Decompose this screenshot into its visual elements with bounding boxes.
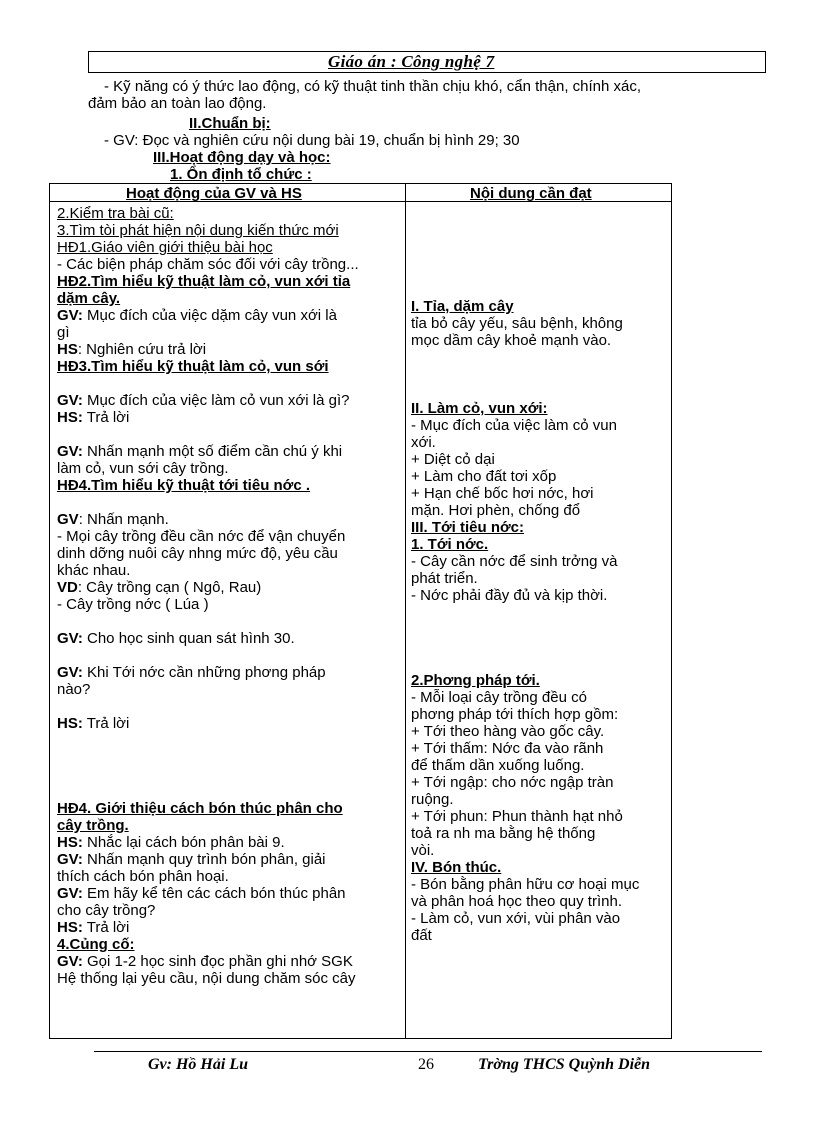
right-line: phát triển.	[411, 570, 478, 587]
line-text: Trả lời	[82, 919, 130, 936]
right-line: II. Làm cỏ, vun xới:	[411, 400, 548, 417]
right-line	[411, 638, 669, 655]
speaker-label: GV:	[57, 443, 83, 460]
line-text: Nhắc lại cách bón phân bài 9.	[82, 834, 285, 851]
speaker-label: GV:	[57, 392, 83, 409]
right-line: + Diệt cỏ dại	[411, 451, 495, 468]
activities-heading: III.Hoạt động dạy và học:	[153, 149, 331, 166]
line-text: Gọi 1-2 học sinh đọc phần ghi nhớ SGK	[82, 953, 353, 970]
left-line	[57, 851, 402, 868]
left-line: cho cây trồng?	[57, 902, 156, 919]
left-line: HĐ1.Giáo viên giới thiệu bài học	[57, 239, 273, 256]
right-line: + Hạn chế bốc hơi nớc, hơi	[411, 485, 594, 502]
left-line	[57, 732, 402, 749]
left-line	[57, 494, 402, 511]
footer-rule	[94, 1051, 762, 1052]
left-line: nào?	[57, 681, 91, 698]
right-line: + Tới ngập: cho nớc ngập tràn	[411, 774, 614, 791]
right-line: - Nớc phải đầy đủ và kịp thời.	[411, 587, 608, 604]
right-line: 2.Phơng pháp tới.	[411, 672, 540, 689]
left-line: Hệ thống lại yêu cầu, nội dung chăm sóc cây	[57, 970, 356, 987]
right-line: ruộng.	[411, 791, 454, 808]
line-text: Khi Tới nớc cần những phơng pháp	[82, 664, 326, 681]
left-line: làm cỏ, vun sới cây trồng.	[57, 460, 229, 477]
left-line: - Mọi cây trồng đều cần nớc để vận chuyển	[57, 528, 346, 545]
right-line: - Cây cần nớc để sinh trởng và	[411, 553, 618, 570]
left-line	[57, 579, 402, 596]
left-line: dặm cây.	[57, 290, 121, 307]
table-column-divider	[405, 183, 406, 1039]
speaker-label: GV:	[57, 885, 83, 902]
left-column	[57, 205, 402, 987]
left-line	[57, 392, 402, 409]
speaker-label: HS	[57, 341, 78, 358]
left-line: khác nhau.	[57, 562, 131, 579]
left-line	[57, 630, 402, 647]
left-line: 4.Củng cố:	[57, 936, 135, 953]
footer-school: Trờng THCS Quỳnh Diễn	[478, 1056, 651, 1073]
right-line: IV. Bón thúc.	[411, 859, 502, 876]
left-line	[57, 511, 402, 528]
right-line: III. Tới tiêu nớc:	[411, 519, 524, 536]
left-line	[57, 341, 402, 358]
line-text: Cho học sinh quan sát hình 30.	[82, 630, 295, 647]
speaker-label: HS:	[57, 834, 83, 851]
left-line	[57, 443, 402, 460]
right-line: I. Tỉa, dặm cây	[411, 298, 514, 315]
left-line: HĐ4. Giới thiệu cách bón thúc phân cho	[57, 800, 343, 817]
right-line	[411, 621, 669, 638]
speaker-label: GV:	[57, 953, 83, 970]
line-text: Trả lời	[82, 409, 130, 426]
line-text: Trả lời	[82, 715, 130, 732]
right-line: mặn. Hơi phèn, chống đổ	[411, 502, 581, 519]
right-line	[411, 655, 669, 672]
line-text: Mục đích của việc làm cỏ vun xới là gì?	[82, 392, 350, 409]
left-line	[57, 664, 402, 681]
left-line	[57, 749, 402, 766]
speaker-label: GV:	[57, 307, 83, 324]
right-line: và phân hoá học theo quy trình.	[411, 893, 622, 910]
left-line	[57, 307, 402, 324]
right-line: tỉa bỏ cây yếu, sâu bệnh, không	[411, 315, 623, 332]
left-line: dinh dỡng nuôi cây nhng mức độ, yêu cầu	[57, 545, 338, 562]
line-text: : Nghiên cứu trả lời	[77, 341, 207, 358]
line-text: Em hãy kể tên các cách bón thúc phân	[82, 885, 346, 902]
right-line	[411, 383, 669, 400]
right-line: 1. Tới nớc.	[411, 536, 489, 553]
speaker-label: HS:	[57, 715, 83, 732]
right-line: mọc dầm cây khoẻ mạnh vào.	[411, 332, 612, 349]
footer-author: Gv: Hồ Hải Lu	[148, 1056, 248, 1073]
right-line: vòi.	[411, 842, 435, 859]
left-line: 2.Kiểm tra bài cũ:	[57, 205, 174, 222]
right-line: phơng pháp tới thích hợp gồm:	[411, 706, 619, 723]
skill-line-1: - Kỹ năng có ý thức lao động, có kỹ thuật tinh thần chịu khó, cẩn thận, chính xác,	[104, 78, 642, 95]
line-text: Mục đích của việc dặm cây vun xới là	[82, 307, 337, 324]
left-line	[57, 613, 402, 630]
col1-header: Hoạt động của GV và HS	[126, 185, 302, 202]
right-line: + Tới theo hàng vào gốc cây.	[411, 723, 605, 740]
left-line	[57, 953, 402, 970]
left-line	[57, 409, 402, 426]
speaker-label: HS:	[57, 919, 83, 936]
line-text: : Cây trồng cạn ( Ngô, Rau)	[77, 579, 262, 596]
left-line: HĐ2.Tìm hiểu kỹ thuật làm cỏ, vun xới tỉa	[57, 273, 351, 290]
left-line: - Các biện pháp chăm sóc đối với cây trồng...	[57, 256, 359, 273]
speaker-label: GV:	[57, 664, 83, 681]
right-line: - Bón bằng phân hữu cơ hoại mục	[411, 876, 640, 893]
line-text: Nhấn mạnh một số điểm cần chú ý khi	[82, 443, 343, 460]
left-line: cây trồng.	[57, 817, 129, 834]
stabilize-heading: 1. Ổn định tổ chức :	[170, 166, 312, 183]
right-line: xới.	[411, 434, 436, 451]
footer-page-number: 26	[418, 1056, 434, 1073]
right-line: - Làm cỏ, vun xới, vùi phân vào	[411, 910, 621, 927]
right-line: đất	[411, 927, 432, 944]
left-line: - Cây trồng nớc ( Lúa )	[57, 596, 209, 613]
right-line: + Tới phun: Phun thành hạt nhỏ	[411, 808, 623, 825]
left-line	[57, 783, 402, 800]
speaker-label: GV:	[57, 630, 83, 647]
left-line	[57, 698, 402, 715]
left-line: HĐ3.Tìm hiểu kỹ thuật làm cỏ, vun sới	[57, 358, 329, 375]
skill-line-2: đảm bảo an toàn lao động.	[88, 95, 267, 112]
prep-text: - GV: Đọc và nghiên cứu nội dung bài 19, chuẩn bị hình 29; 30	[104, 132, 520, 149]
left-line	[57, 426, 402, 443]
speaker-label: HS:	[57, 409, 83, 426]
line-text: : Nhấn mạnh.	[78, 511, 169, 528]
left-line	[57, 375, 402, 392]
left-line: gì	[57, 324, 70, 341]
left-line	[57, 766, 402, 783]
left-line: HĐ4.Tìm hiểu kỹ thuật tới tiêu nớc .	[57, 477, 311, 494]
speaker-label: GV:	[57, 851, 83, 868]
speaker-label: GV	[57, 511, 79, 528]
right-line: toả ra nh ma bằng hệ thống	[411, 825, 596, 842]
col2-header: Nội dung cần đạt	[470, 185, 592, 202]
right-line	[411, 366, 669, 383]
line-text: Nhấn mạnh quy trình bón phân, giải	[82, 851, 326, 868]
left-line	[57, 885, 402, 902]
right-line: - Mỗi loại cây trồng đều có	[411, 689, 587, 706]
right-column	[411, 298, 669, 944]
header-title: Giáo án : Công nghệ 7	[328, 52, 495, 71]
right-line: + Làm cho đất tơi xốp	[411, 468, 557, 485]
speaker-label: VD	[57, 579, 78, 596]
right-line	[411, 604, 669, 621]
prep-heading: II.Chuẩn bị:	[189, 115, 271, 132]
left-line	[57, 647, 402, 664]
left-line	[57, 919, 402, 936]
right-line: - Mục đích của việc làm cỏ vun	[411, 417, 617, 434]
left-line: 3.Tìm tòi phát hiện nội dung kiến thức mới	[57, 222, 339, 239]
left-line: thích cách bón phân hoại.	[57, 868, 229, 885]
left-line	[57, 715, 402, 732]
right-line	[411, 349, 669, 366]
right-line: để thấm dần xuống luống.	[411, 757, 585, 774]
left-line	[57, 834, 402, 851]
right-line: + Tới thấm: Nớc đa vào rãnh	[411, 740, 604, 757]
